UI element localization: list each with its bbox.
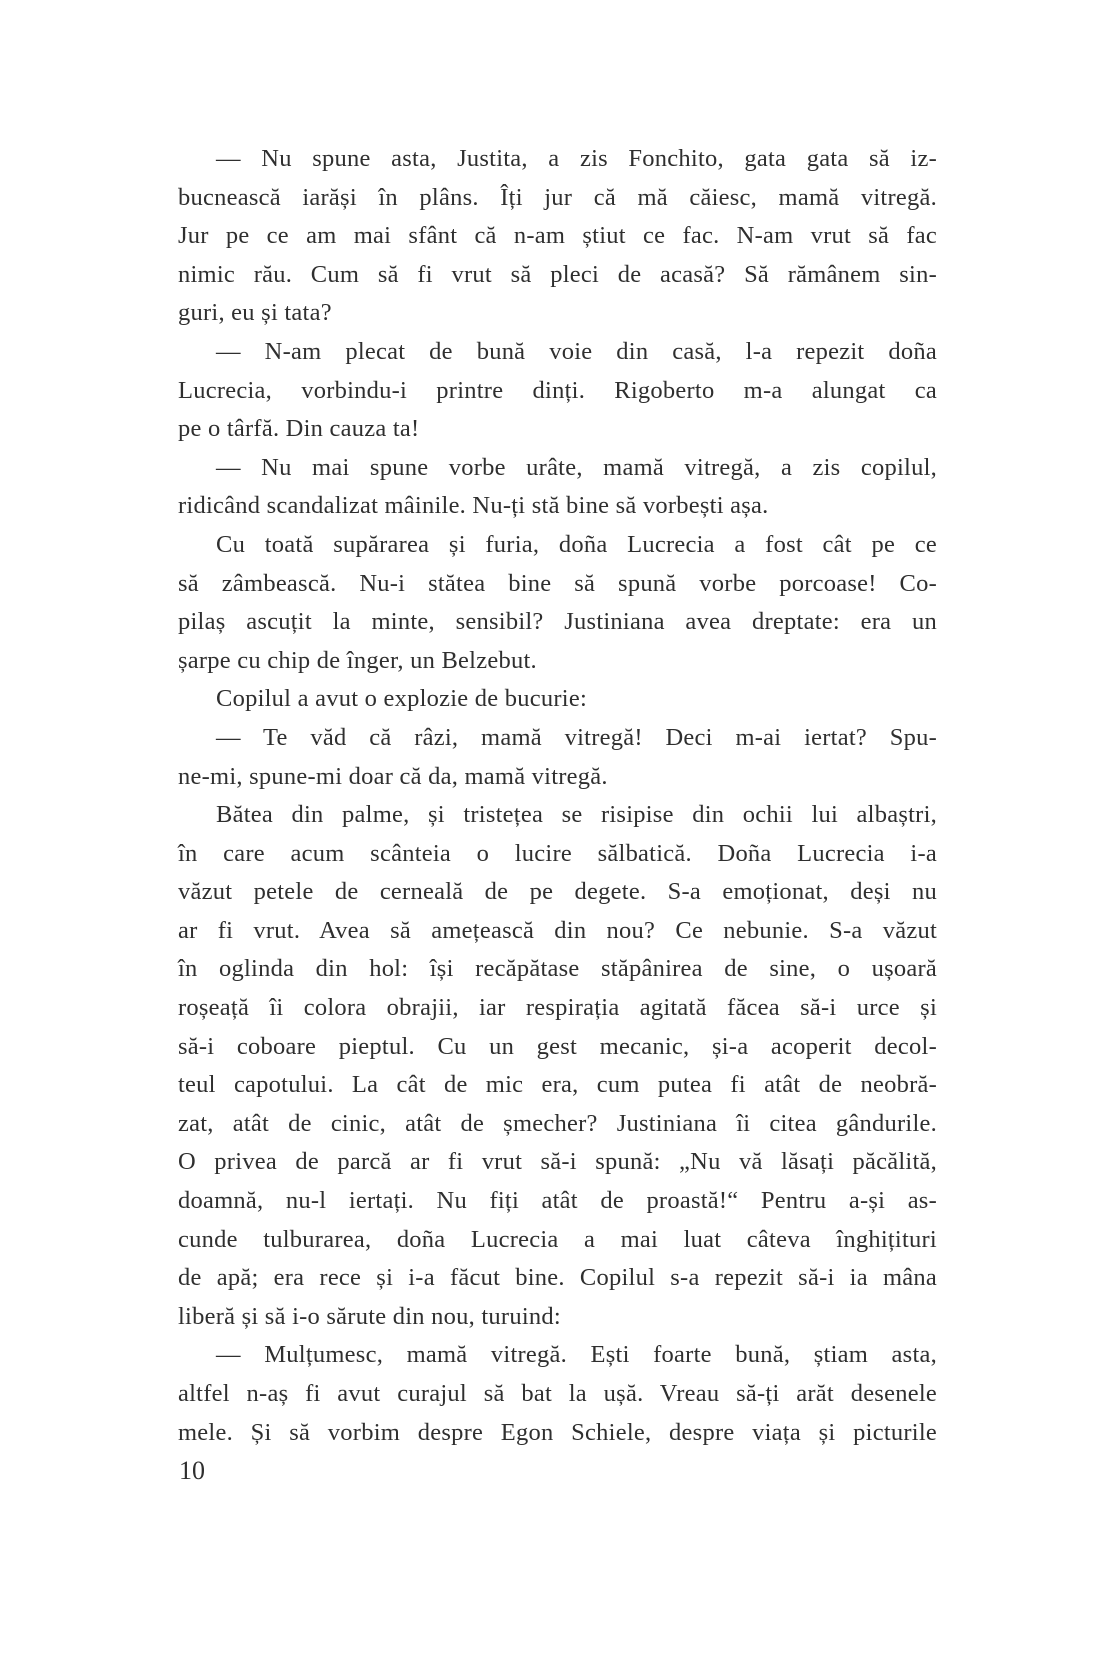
paragraph xyxy=(178,680,937,719)
text-line: doamnă, nu-l iertați. Nu fiți atât de proastă!“ Pentru a-și as- xyxy=(178,1187,937,1215)
text-line: liberă și să i-o sărute din nou, turuind: xyxy=(178,1302,561,1330)
text-line: roșeață îi colora obrajii, iar respirația agitată făcea să-i urce și xyxy=(178,994,937,1022)
text-line: bucnească iarăși în plâns. Îți jur că mă căiesc, mamă vitregă. xyxy=(178,183,937,211)
paragraph xyxy=(178,526,937,680)
text-line: — Te văd că râzi, mamă vitregă! Deci m-ai iertat? Spu- xyxy=(216,723,937,751)
text-line: teul capotului. La cât de mic era, cum putea fi atât de neobră- xyxy=(178,1071,937,1099)
text-line: șarpe cu chip de înger, un Belzebut. xyxy=(178,646,537,674)
text-line: zat, atât de cinic, atât de șmecher? Justiniana îi citea gândurile. xyxy=(178,1109,937,1137)
text-line: să zâmbească. Nu-i stătea bine să spună vorbe porcoase! Co- xyxy=(178,569,937,597)
paragraph xyxy=(178,719,937,796)
text-line: pe o târfă. Din cauza ta! xyxy=(178,415,420,443)
text-line: de apă; era rece și i-a făcut bine. Copilul s-a repezit să-i ia mâna xyxy=(178,1264,937,1292)
text-line: ne-mi, spune-mi doar că da, mamă vitregă. xyxy=(178,762,608,790)
text-line: altfel n-aș fi avut curajul să bat la ușă. Vreau să-ți arăt desenele xyxy=(178,1380,937,1407)
text-line: Copilul a avut o explozie de bucurie: xyxy=(216,685,588,713)
text-line: guri, eu și tata? xyxy=(178,299,332,327)
text-line: în oglinda din hol: își recăpătase stăpânirea de sine, o ușoară xyxy=(178,955,937,983)
text-line: Cu toată supărarea și furia, doña Lucrecia a fost cât pe ce xyxy=(216,530,937,558)
page-text xyxy=(178,140,937,1452)
text-line: Jur pe ce am mai sfânt că n-am știut ce fac. N-am vrut să fac xyxy=(178,222,937,250)
paragraph xyxy=(178,796,937,1336)
paragraph xyxy=(178,449,937,526)
text-line: cunde tulburarea, doña Lucrecia a mai luat câteva înghițituri xyxy=(178,1225,937,1253)
text-line: văzut petele de cerneală de pe degete. S-a emoționat, deși nu xyxy=(178,878,937,906)
text-line: în care acum scânteia o lucire sălbatică. Doña Lucrecia i-a xyxy=(178,839,937,867)
paragraph xyxy=(178,333,937,449)
text-line: nimic rău. Cum să fi vrut să pleci de acasă? Să rămânem sin- xyxy=(178,260,937,288)
paragraph xyxy=(178,1336,937,1452)
text-line: — Mulțumesc, mamă vitregă. Ești foarte bună, știam asta, xyxy=(216,1341,937,1369)
text-line: Lucrecia, vorbindu-i printre dinți. Rigoberto m-a alungat ca xyxy=(178,376,937,404)
page-number: 10 xyxy=(179,1456,205,1485)
text-line: — Nu mai spune vorbe urâte, mamă vitregă, a zis copilul, xyxy=(216,453,937,481)
text-line: pilaș ascuțit la minte, sensibil? Justiniana avea dreptate: era un xyxy=(178,608,937,636)
text-line: — Nu spune asta, Justita, a zis Fonchito, gata gata să iz- xyxy=(216,145,937,172)
text-line: să-i coboare pieptul. Cu un gest mecanic, și-a acoperit decol- xyxy=(178,1032,937,1060)
paragraph xyxy=(178,140,937,333)
text-line: Bătea din palme, și tristețea se risipise din ochii lui albaștri, xyxy=(216,801,937,829)
text-line: mele. Și să vorbim despre Egon Schiele, despre viața și picturile xyxy=(178,1418,937,1446)
text-line: O privea de parcă ar fi vrut să-i spună: „Nu vă lăsați păcălită, xyxy=(178,1148,937,1176)
text-line: — N-am plecat de bună voie din casă, l-a repezit doña xyxy=(216,337,937,365)
text-line: ridicând scandalizat mâinile. Nu-ți stă bine să vorbești așa. xyxy=(178,492,769,520)
text-line: ar fi vrut. Avea să amețească din nou? Ce nebunie. S-a văzut xyxy=(178,916,937,944)
